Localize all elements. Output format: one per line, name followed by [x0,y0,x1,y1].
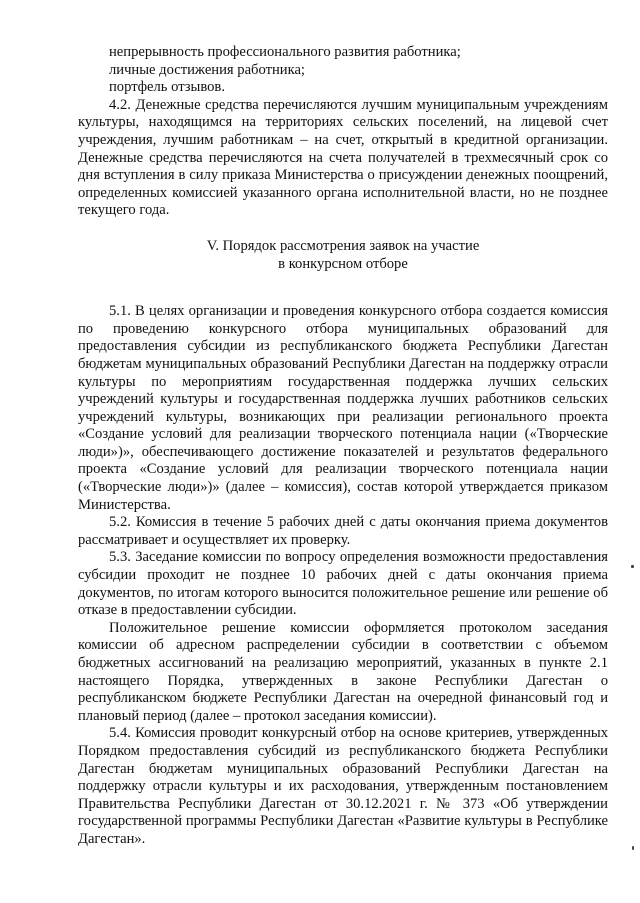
paragraph-decision: Положительное решение комиссии оформляется протоколом заседания комиссии об адресном распределении субсидии в соответствии с объемом бюджетных ассигнований на реализацию мероприятий, указанных в пункте 2.1 настоящего Порядка, утвержденных в законе Республики Дагестан о республиканском бюджете Республики Дагестан на очередной финансовый год и плановый период (далее – протокол заседания комиссии). [78,619,608,724]
section-heading-line-1: V. Порядок рассмотрения заявок на участие [206,237,480,254]
paragraph-5-1: 5.1. В целях организации и проведения конкурсного отбора создается комиссия по проведению конкурсного отбора муниципальных образований для предоставления субсидии из республиканского бюджета Республики Дагестан бюджетам муниципальных образований Республики Дагестан на поддержку отрасли культуры по мероприятиям государственная поддержка лучших сельских учреждений культуры и государственная поддержка лучших работников сельских учреждений культуры, возникающих при реализации регионального проекта «Создание условий для реализации творческого потенциала нации («Творческие люди»)», обеспечивающего достижение показателей и результатов федерального проекта «Создание условий для реализации творческого потенциала нации («Творческие люди»)» (далее – комиссия), состав которой утверждается приказом Министерства. [78,303,608,513]
paragraph-5-4: 5.4. Комиссия проводит конкурсный отбор на основе критериев, утвержденных Порядком предоставления субсидий из республиканского бюджета Республики Дагестан бюджетам муниципальных образований Республики Дагестан на поддержку отрасли культуры и их расходования, утвержденным постановлением Правительства Республики Дагестан от 30.12.2021 г. № 373 «Об утверждении государственной программы Республики Дагестан «Развитие культуры в Республике Дагестан». [78,725,608,847]
list-item: личные достижения работника; [109,61,305,78]
paragraph-5-2: 5.2. Комиссия в течение 5 рабочих дней с даты окончания приема документов рассматривает и осуществляет их проверку. [78,514,608,548]
section-heading [78,238,608,273]
paragraph-4-2: 4.2. Денежные средства перечисляются лучшим муниципальным учреждениям культуры, находящимся на территориях сельских поселений, на лицевой счет учреждения, лучшим работникам – на счет, открытый в кредитной организации. Денежные средства перечисляются на счета получателей в трехмесячный срок со дня вступления в силу приказа Министерства о присуждении денежных поощрений, определенных комиссией указанного органа исполнительной власти, но не позднее текущего года. [78,96,608,219]
scan-mark [632,846,634,850]
scan-mark [631,565,634,568]
list-item: непрерывность профессионального развития работника; [109,44,461,60]
list-item: портфель отзывов. [109,79,225,96]
document-body [78,44,608,849]
section-heading-line-2: в конкурсном отборе [278,255,408,272]
paragraph-5-3: 5.3. Заседание комиссии по вопросу определения возможности предоставления субсидии проходит не позднее 10 рабочих дней с даты окончания приема документов, по итогам которого выносится положительное решение или решение об отказе в предоставлении субсидии. [78,549,608,619]
